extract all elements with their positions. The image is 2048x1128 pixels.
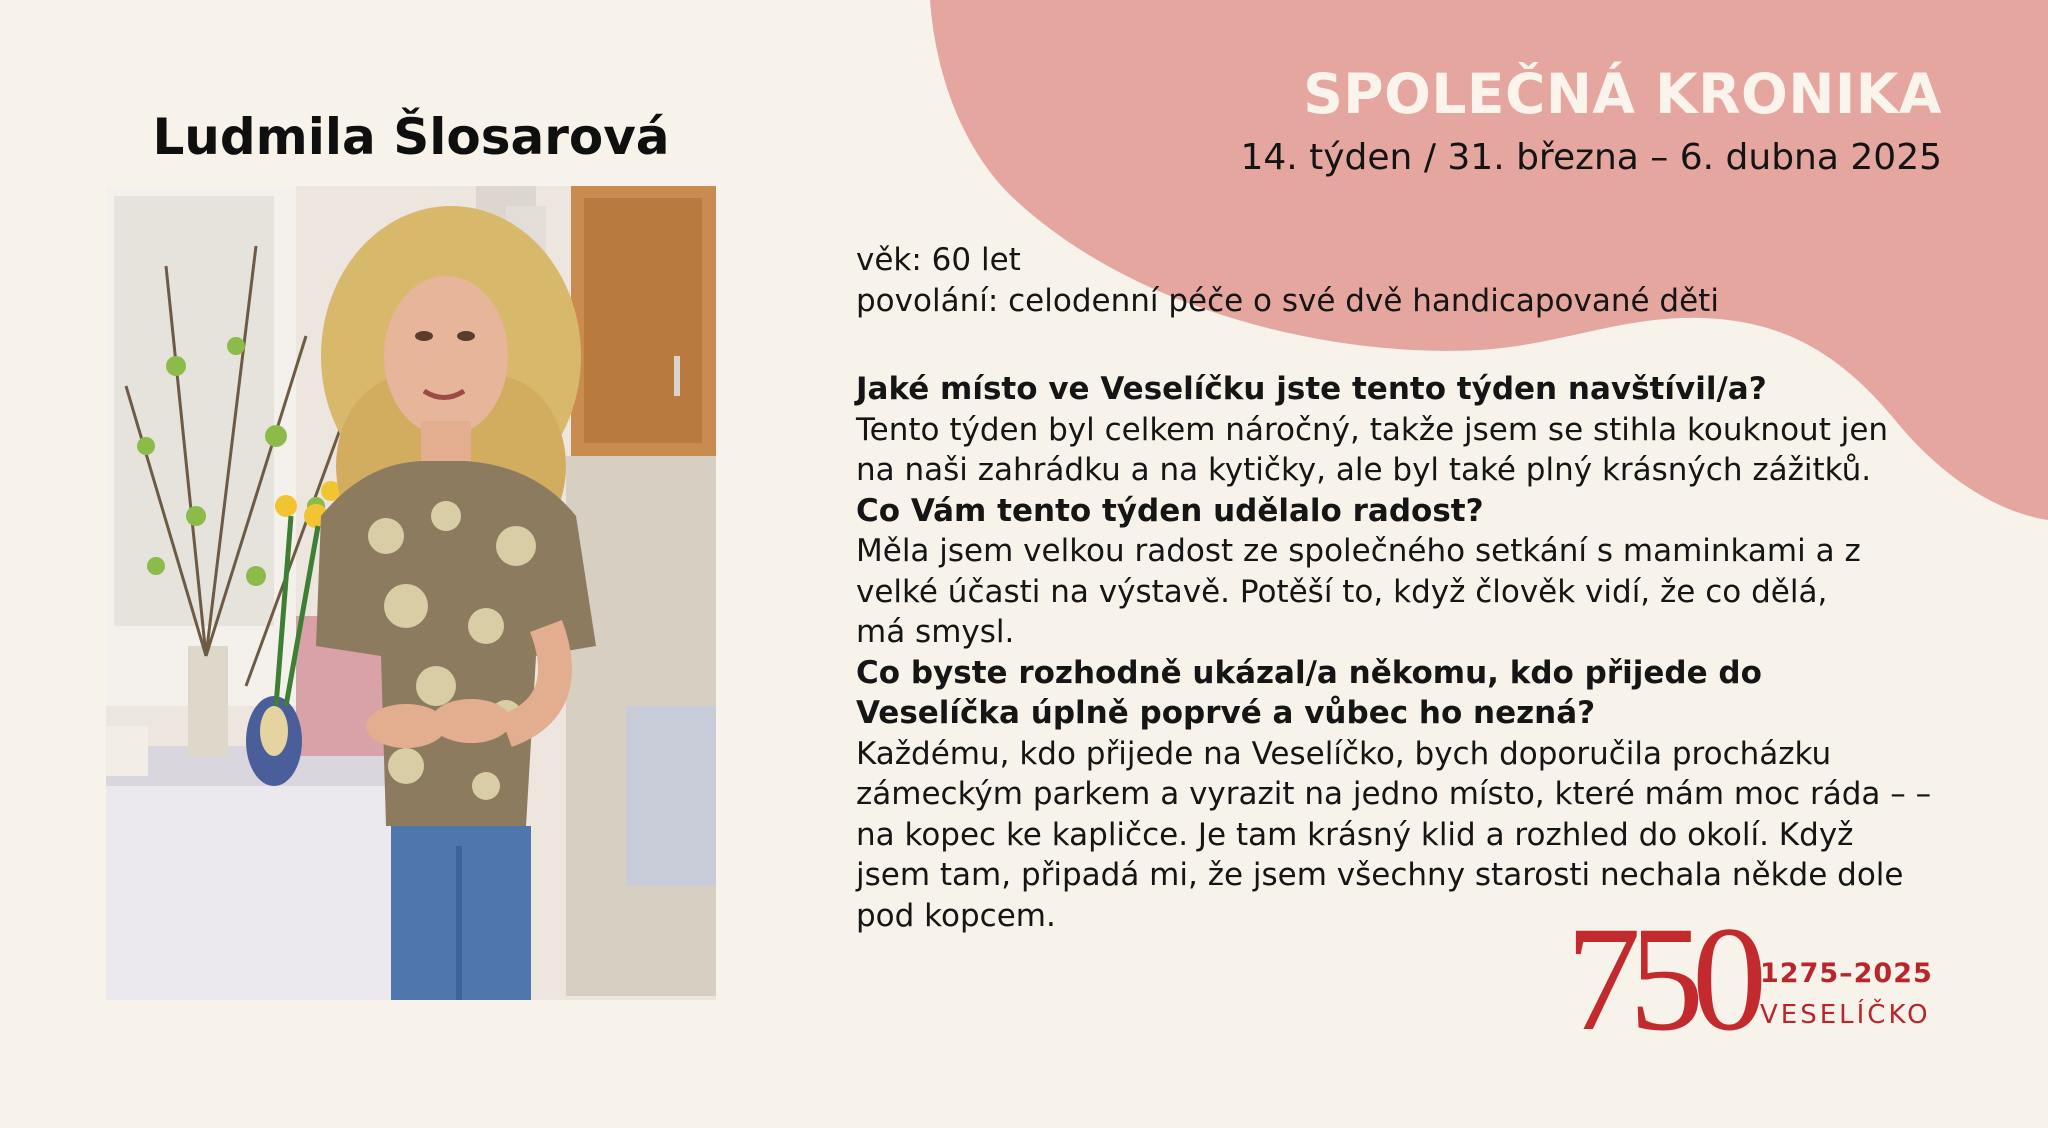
- age-line: věk: 60 let: [856, 242, 1021, 278]
- header: [1240, 58, 1942, 184]
- answer-3: Každému, kdo přijede na Veselíčko, bych doporučila procházku zámeckým parkem a vyrazit na jedno místo, které mám moc ráda – – na kopec ke kapličce. Je tam krásný klid a rozhled do okolí. Když jsem tam, připadá mi, že jsem všechny starosti nechala někde dole pod kopcem.: [856, 735, 1932, 934]
- profile-content: [856, 240, 1956, 936]
- series-title: SPOLEČNÁ KRONIKA: [1303, 62, 1942, 126]
- answer-2: Měla jsem velkou radost ze společného setkání s maminkami a z velké účasti na výstavě. Potěší to, když člověk vidí, že co dělá, má smysl.: [856, 533, 1861, 650]
- portrait-photo: [106, 186, 716, 1000]
- logo-place: VESELÍČKO: [1760, 1000, 1931, 1030]
- question-3: Co byste rozhodně ukázal/a někomu, kdo přijede do Veselíčka úplně poprvé a vůbec ho nezná?: [856, 654, 1762, 731]
- question-1: Jaké místo ve Veselíčku jste tento týden navštívil/a?: [856, 371, 1767, 407]
- week-date-range: 14. týden / 31. března – 6. dubna 2025: [1240, 137, 1942, 178]
- logo-years: 1275–2025: [1760, 958, 1933, 989]
- anniversary-logo: [1566, 896, 1946, 1062]
- occupation-line: povolání: celodenní péče o své dvě handicapované děti: [856, 282, 1719, 319]
- answer-1: Tento týden byl celkem náročný, takže jsem se stihla kouknout jen na naši zahrádku a na kytičky, ale byl také plný krásných zážitků.: [856, 411, 1889, 488]
- question-2: Co Vám tento týden udělalo radost?: [856, 492, 1484, 529]
- person-name: Ludmila Šlosarová: [152, 108, 670, 166]
- logo-number: 750: [1566, 896, 1755, 1062]
